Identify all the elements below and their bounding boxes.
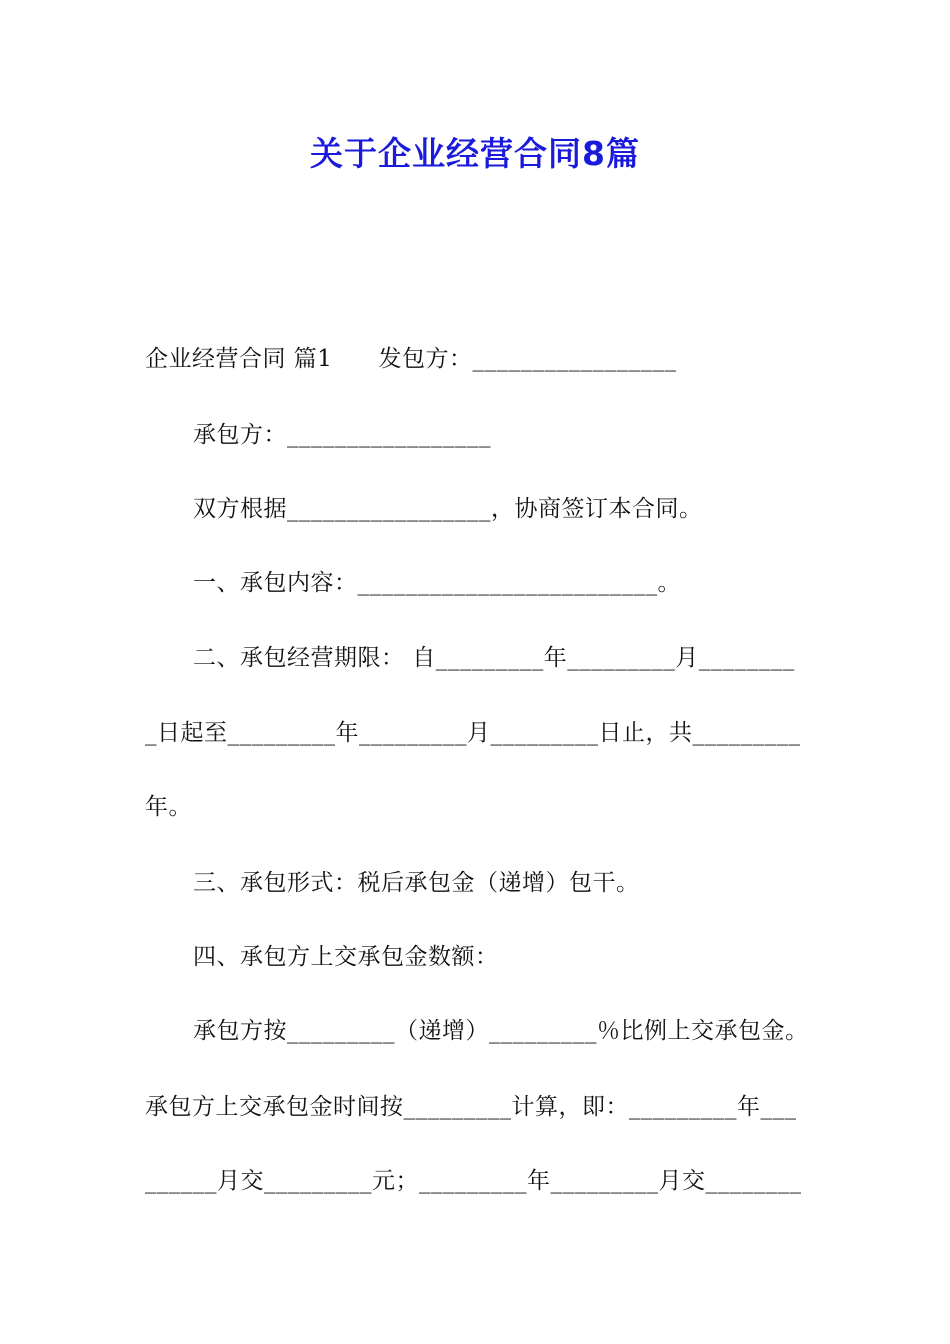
clause-4-heading: 四、承包方上交承包金数额： bbox=[193, 944, 499, 970]
clause-4-schedule-continued: ______月交_________元；_________年_________月交________ bbox=[145, 1168, 802, 1194]
contractor-field: 发包方：_________________ bbox=[378, 346, 677, 372]
clause-1-content: 一、承包内容：_________________________。 bbox=[193, 570, 681, 596]
document-title: 关于企业经营合同8篇 bbox=[310, 134, 640, 173]
basis-paragraph: 双方根据_________________，协商签订本合同。 bbox=[193, 496, 703, 522]
clause-2-term: 二、承包经营期限： 自_________年_________月________ bbox=[193, 645, 795, 671]
contract-heading-line bbox=[145, 344, 825, 374]
clause-2-term-continued: _日起至_________年_________月_________日止，共_________ bbox=[145, 720, 801, 746]
contract-section-label: 企业经营合同 篇1 bbox=[145, 346, 333, 372]
clause-3-form: 三、承包形式：税后承包金（递增）包干。 bbox=[193, 870, 640, 896]
clause-4-schedule: 承包方上交承包金时间按_________计算，即：_________年___ bbox=[145, 1094, 797, 1120]
contractee-field: 承包方：_________________ bbox=[193, 422, 491, 448]
clause-4-rate: 承包方按_________（递增）_________％比例上交承包金。 bbox=[193, 1018, 809, 1044]
clause-2-term-end: 年。 bbox=[145, 794, 192, 820]
